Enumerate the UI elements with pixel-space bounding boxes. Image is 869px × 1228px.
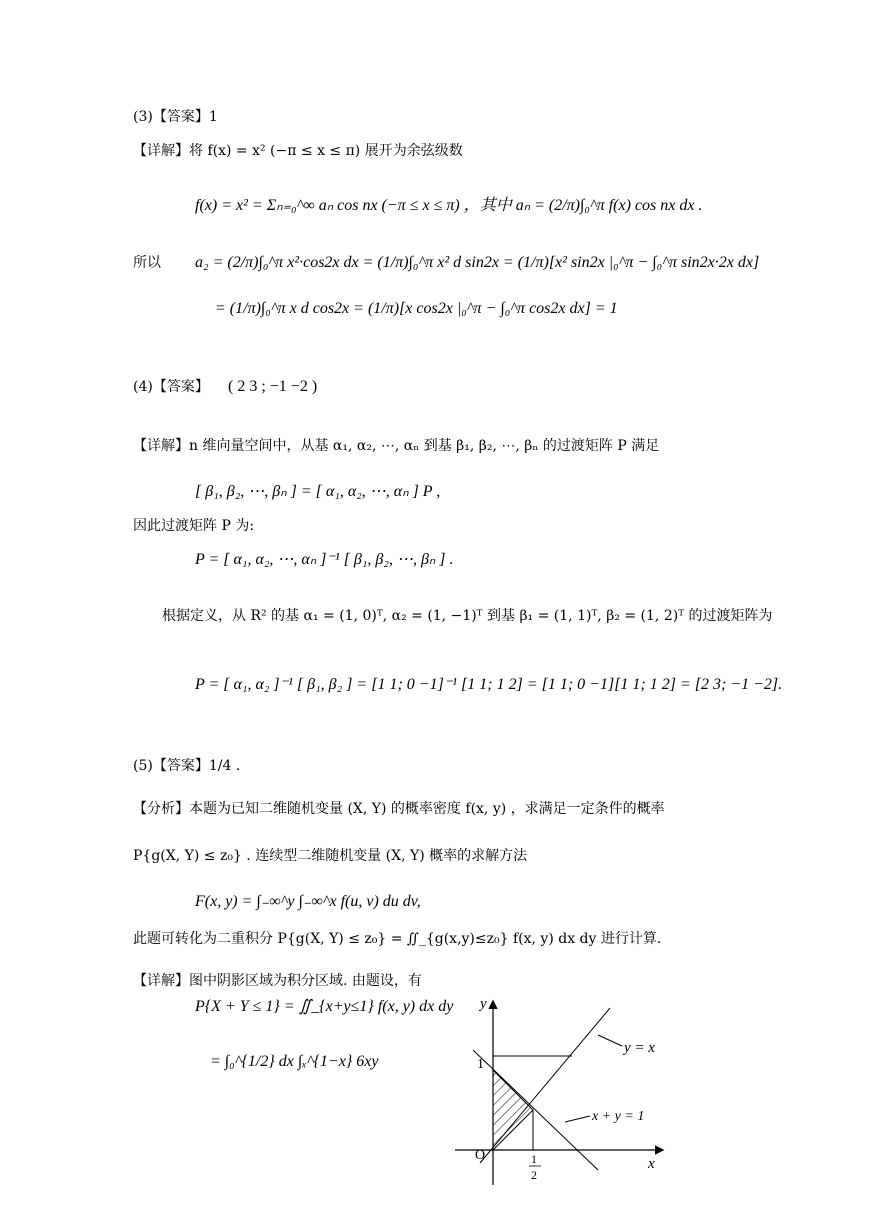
- s5-convert-line: 此题可转化为二重积分 P{g(X, Y) ≤ z₀} = ∬_{g(x,y)≤z₀} f(x, y) dx dy 进行计算.: [133, 931, 662, 947]
- leader-y-equals-x: [598, 1035, 622, 1046]
- tick-one-label: 1: [477, 1057, 484, 1072]
- leader-x-plus-y: [565, 1116, 590, 1122]
- s4-answer-matrix: ( 2 3 ; −1 −2 ): [228, 378, 318, 395]
- y-axis-label: y: [480, 996, 487, 1012]
- tick-half-denominator: 2: [531, 1168, 537, 1182]
- label-y-equals-x: y = x: [624, 1040, 655, 1056]
- s4-detail-label: 【详解】n 维向量空间中，从基 α₁, α₂, ⋯, αₙ 到基 β₁, β₂, ⋯, βₙ 的过渡矩阵 P 满足: [133, 438, 660, 454]
- s5-answer-label: (5)【答案】1/4 .: [133, 758, 241, 774]
- s3-answer-label: (3)【答案】1: [133, 109, 218, 125]
- x-axis-label: x: [648, 1156, 655, 1172]
- s4-definition-line: 根据定义，从 R² 的基 α₁ = (1, 0)ᵀ, α₂ = (1, −1)ᵀ 到基 β₁ = (1, 1)ᵀ, β₂ = (1, 2)ᵀ 的过渡矩阵为: [162, 608, 773, 624]
- s5-formula-1: F(x, y) = ∫₋∞^y ∫₋∞^x f(u, v) du dv,: [195, 893, 421, 910]
- s3-formula-2: a₂ = (2/π)∫₀^π x²·cos2x dx = (1/π)∫₀^π x² d sin2x = (1/π)[x² sin2x |₀^π − ∫₀^π sin2x·2x dx]: [195, 254, 760, 271]
- s3-detail-label: 【详解】将 f(x) = x² (−π ≤ x ≤ π) 展开为余弦级数: [133, 143, 463, 159]
- s3-so-label: 所以: [133, 255, 161, 271]
- s3-formula-1: f(x) = x² = Σₙ₌₀^∞ aₙ cos nx (−π ≤ x ≤ π) ，其中 aₙ = (2/π)∫₀^π f(x) cos nx dx .: [195, 197, 703, 214]
- s5-formula-2: P{X + Y ≤ 1} = ∬_{x+y≤1} f(x, y) dx dy: [195, 998, 454, 1015]
- s3-formula-3: = (1/π)∫₀^π x d cos2x = (1/π)[x cos2x |₀^π − ∫₀^π cos2x dx] = 1: [215, 300, 618, 317]
- origin-label: O: [475, 1148, 486, 1163]
- s4-formula-1: [ β₁, β₂, ⋯, βₙ ] = [ α₁, α₂, ⋯, αₙ ] P ,: [195, 483, 441, 500]
- shaded-region: [493, 1070, 533, 1150]
- label-x-plus-y-equals-1: x + y = 1: [592, 1109, 645, 1124]
- s5-formula-3: = ∫₀^{1/2} dx ∫ₓ^{1−x} 6xy: [210, 1053, 379, 1070]
- integration-region-diagram: [440, 990, 680, 1190]
- s4-therefore: 因此过渡矩阵 P 为:: [133, 518, 255, 534]
- s4-answer-label: (4)【答案】: [133, 379, 209, 395]
- tick-half-numerator: 1: [531, 1152, 537, 1166]
- s5-analysis-2: P{g(X, Y) ≤ z₀} . 连续型二维随机变量 (X, Y) 概率的求解方法: [133, 848, 528, 864]
- s5-detail-label: 【详解】图中阴影区域为积分区域. 由题设，有: [133, 973, 422, 989]
- s4-formula-3: P = [ α₁, α₂ ]⁻¹ [ β₁, β₂ ] = [1 1; 0 −1]⁻¹ [1 1; 1 2] = [1 1; 0 −1][1 1; 1 2] = [2 3; −1 −2].: [195, 676, 783, 693]
- s5-analysis-1: 【分析】本题为已知二维随机变量 (X, Y) 的概率密度 f(x, y) ，求满足一定条件的概率: [133, 801, 665, 817]
- s4-formula-2: P = [ α₁, α₂, ⋯, αₙ ]⁻¹ [ β₁, β₂, ⋯, βₙ ] .: [195, 551, 454, 568]
